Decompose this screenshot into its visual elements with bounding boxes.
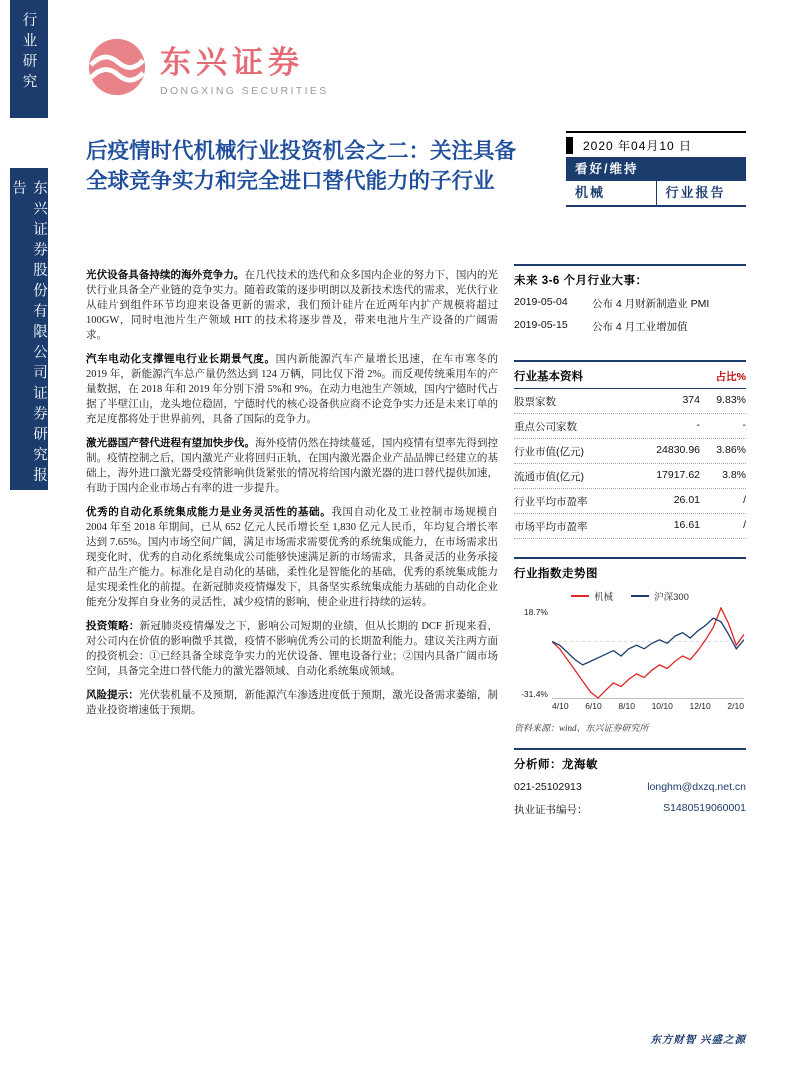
x-tick: 8/10 — [618, 701, 635, 711]
paragraph-text: 光伏装机量不及预期，新能源汽车渗透进度低于预期，激光设备需求萎缩，制造业投资增速低于预期。 — [86, 690, 499, 716]
paragraph-lead: 光伏设备具备持续的海外竞争力。 — [86, 270, 245, 281]
x-tick: 10/10 — [651, 701, 673, 711]
legend-item-hs300 — [631, 589, 689, 603]
legend-label: 沪深300 — [654, 592, 689, 603]
logo-subtitle: DONGXING SECURITIES — [160, 85, 329, 97]
analyst-name: 分析师：龙海敏 — [514, 759, 598, 771]
paragraph-lead: 优秀的自动化系统集成能力是业务灵活性的基础。 — [86, 507, 332, 518]
event-text: 公布 4 月工业增加值 — [592, 321, 688, 333]
chart-x-axis — [552, 701, 744, 711]
stat-pct: 3.86% — [716, 443, 746, 456]
analyst-section — [514, 748, 746, 817]
stat-label: 行业市值(亿元) — [514, 445, 584, 458]
stats-title: 行业基本资料 — [514, 371, 583, 383]
table-row — [514, 389, 746, 414]
stat-pct: 9.83% — [716, 393, 746, 406]
dongxing-logo-icon — [86, 36, 148, 98]
report-sidebar — [514, 264, 746, 817]
paragraph-lead: 激光器国产替代进程有望加快步伐。 — [86, 438, 256, 449]
chart-legend — [514, 589, 746, 603]
sidebar-industry-research — [10, 0, 48, 118]
paragraph-text: 在几代技术的迭代和众多国内企业的努力下，国内的光伏行业具备全产业链的竞争实力。随着政策的逐步明朗以及新技术迭代的需求，光伏行业从硅片到组件环节均迎来设备更新的需求，我们预计硅片在近两年内扩产规模将超过 100GW，同时电池片生产领域 HIT 的技术将逐步普及，带来电池片生产设备的广阔需求。 — [86, 270, 499, 341]
chart-canvas — [552, 607, 744, 699]
paragraph-lead: 风险提示： — [86, 690, 139, 701]
paragraph-investment-strategy — [86, 619, 498, 679]
cert-number: S1480519060001 — [663, 802, 746, 814]
report-type-label: 行业报告 — [656, 181, 747, 205]
paragraph-laser — [86, 436, 498, 496]
x-tick: 6/10 — [585, 701, 602, 711]
table-row — [514, 489, 746, 514]
x-tick: 12/10 — [689, 701, 711, 711]
industry-basic-data-section — [514, 360, 746, 539]
x-tick: 4/10 — [552, 701, 569, 711]
legend-label: 机械 — [594, 592, 614, 603]
industry-label: 机械 — [575, 185, 606, 200]
footer-slogan: 东方财智 兴盛之源 — [650, 1035, 746, 1046]
rating-badge: 看好/维持 — [566, 158, 746, 181]
stat-label: 行业平均市盈率 — [514, 495, 588, 508]
stat-value: - — [696, 418, 700, 431]
table-row — [514, 464, 746, 489]
chart-plot-row — [514, 607, 746, 699]
event-date: 2019-05-15 — [514, 319, 568, 331]
stat-pct: / — [743, 493, 746, 506]
industry-index-chart — [514, 589, 746, 711]
paragraph-text: 新冠肺炎疫情爆发之下，影响公司短期的业绩，但从长期的 DCF 折现来看，对公司内在价值的影响微乎其微，疫情不影响优秀公司的长期盈利能力。建议关注两方面的投资机会：①已经具备全球竞争实力的光伏设备、锂电设备行业；②国内具备广阔市场空间，具备完全进口替代能力的激光器领域、自动化系统集成领域。 — [86, 621, 498, 677]
stat-pct: - — [742, 418, 746, 431]
stat-label: 重点公司家数 — [514, 420, 577, 433]
stat-label: 流通市值(亿元) — [514, 470, 584, 483]
y-min-label: -31.4% — [521, 689, 548, 699]
chart-source-note: 资料来源：wind、东兴证券研究所 — [514, 723, 649, 733]
table-row — [514, 514, 746, 539]
paragraph-automation — [86, 505, 498, 610]
company-logo — [86, 36, 329, 98]
paragraph-text: 我国自动化及工业控制市场规模自 2004 年至 2018 年期间，已从 652 亿元人民币增长至 1,830 亿元人民币，年均复合增长率达到 7.65%。国内市场空间广阔，满足市场需求需要优秀的系统集成能力，在市场需求出现变化时，优秀的自动化系统集成公司能够快速满足新的市场需求，具备灵活的业务承接和产品生产能力。标准化是自动化的基础，柔性化是智能化的基础，优秀的系统集成能力是实现柔性化的前提。在新冠肺炎疫情爆发下，具备坚实系统集成能力基础的自动化企业能充分发挥自身业务的灵活性，减少疫情的影响，使企业进行持续的运转。 — [86, 507, 499, 608]
logo-title: 东兴证券 — [160, 45, 304, 80]
stat-label: 股票家数 — [514, 395, 556, 408]
analyst-cert-row — [514, 802, 746, 817]
event-text: 公布 4 月财新制造业 PMI — [592, 298, 710, 310]
date-notch — [566, 137, 573, 154]
paragraph-risk-warning — [86, 688, 498, 718]
events-title: 未来 3-6 个月行业大事： — [514, 275, 648, 287]
stat-value: 24830.96 — [656, 443, 700, 456]
event-date: 2019-05-04 — [514, 296, 568, 308]
paragraph-text: 国内新能源汽车产量增长迅速，在车市寒冬的 2019 年，新能源汽车总产量仍然达到 124 万辆，同比仅下滑 2%。而反观传统乘用车的产量数据，在 2018 年和 2019 年分别下滑 5%和 9%。在动力电池生产领域，国内宁德时代占据了半壁江山，龙头地位稳固，宁德时代的核心设备供应商不论竞争实力还是未来订单的充足度都将处于世界前列，具备了国际的竞争力。 — [86, 354, 499, 425]
report-date: 2020 年04月10 日 — [583, 138, 693, 153]
analyst-phone: 021-25102913 — [514, 781, 582, 793]
y-max-label: 18.7% — [523, 607, 548, 617]
paragraph-lead: 投资策略： — [86, 621, 140, 632]
paragraph-lead: 汽车电动化支撑锂电行业长期景气度。 — [86, 354, 276, 365]
logo-text-block — [160, 37, 329, 97]
cert-label: 执业证书编号： — [514, 804, 588, 816]
sidebar-top-text: 行业研究 — [20, 12, 37, 94]
upcoming-events-section — [514, 264, 746, 334]
legend-swatch — [631, 595, 649, 597]
analyst-contact-row — [514, 781, 746, 793]
stat-label: 市场平均市盈率 — [514, 520, 588, 533]
stat-value: 374 — [682, 393, 700, 406]
event-item — [514, 296, 746, 311]
stats-pct-header: 占比% — [715, 371, 746, 383]
stat-value: 16.61 — [673, 518, 700, 531]
stat-value: 26.01 — [673, 493, 700, 506]
sidebar-bottom-text: 东兴证券股份有限公司证券研究报告 — [10, 180, 47, 488]
stat-pct: / — [743, 518, 746, 531]
chart-y-axis — [514, 607, 552, 699]
category-row — [566, 181, 746, 207]
table-row — [514, 414, 746, 439]
x-tick: 2/10 — [727, 701, 744, 711]
analyst-email-link[interactable]: longhm@dxzq.net.cn — [647, 781, 746, 793]
chart-title: 行业指数走势图 — [514, 568, 598, 580]
page-title: 后疫情时代机械行业投资机会之二：关注具备全球竞争实力和完全进口替代能力的子行业 — [86, 139, 517, 193]
report-body — [86, 268, 498, 727]
report-info-box — [566, 131, 746, 207]
event-item — [514, 319, 746, 334]
stat-pct: 3.8% — [722, 468, 746, 481]
stat-value: 17917.62 — [656, 468, 700, 481]
paragraph-ev-battery — [86, 352, 498, 427]
paragraph-pv — [86, 268, 498, 343]
stats-header-row — [514, 368, 746, 389]
sidebar-company-strip — [10, 168, 48, 490]
legend-item-machinery — [571, 589, 613, 603]
report-date-row — [566, 133, 746, 158]
legend-swatch — [571, 595, 589, 597]
index-trend-section — [514, 557, 746, 734]
paragraph-text: 海外疫情仍然在持续蔓延，国内疫情有望率先得到控制。疫情控制之后，国内激光产业将回归正轨，在国内激光器企业产品品牌已经建立的基础上，海外进口激光器受疫情影响供货紧张的情况将给国内激光器的进口替代提供加速，有助于国内企业市场占有率的进一步提升。 — [86, 438, 499, 494]
table-row — [514, 439, 746, 464]
